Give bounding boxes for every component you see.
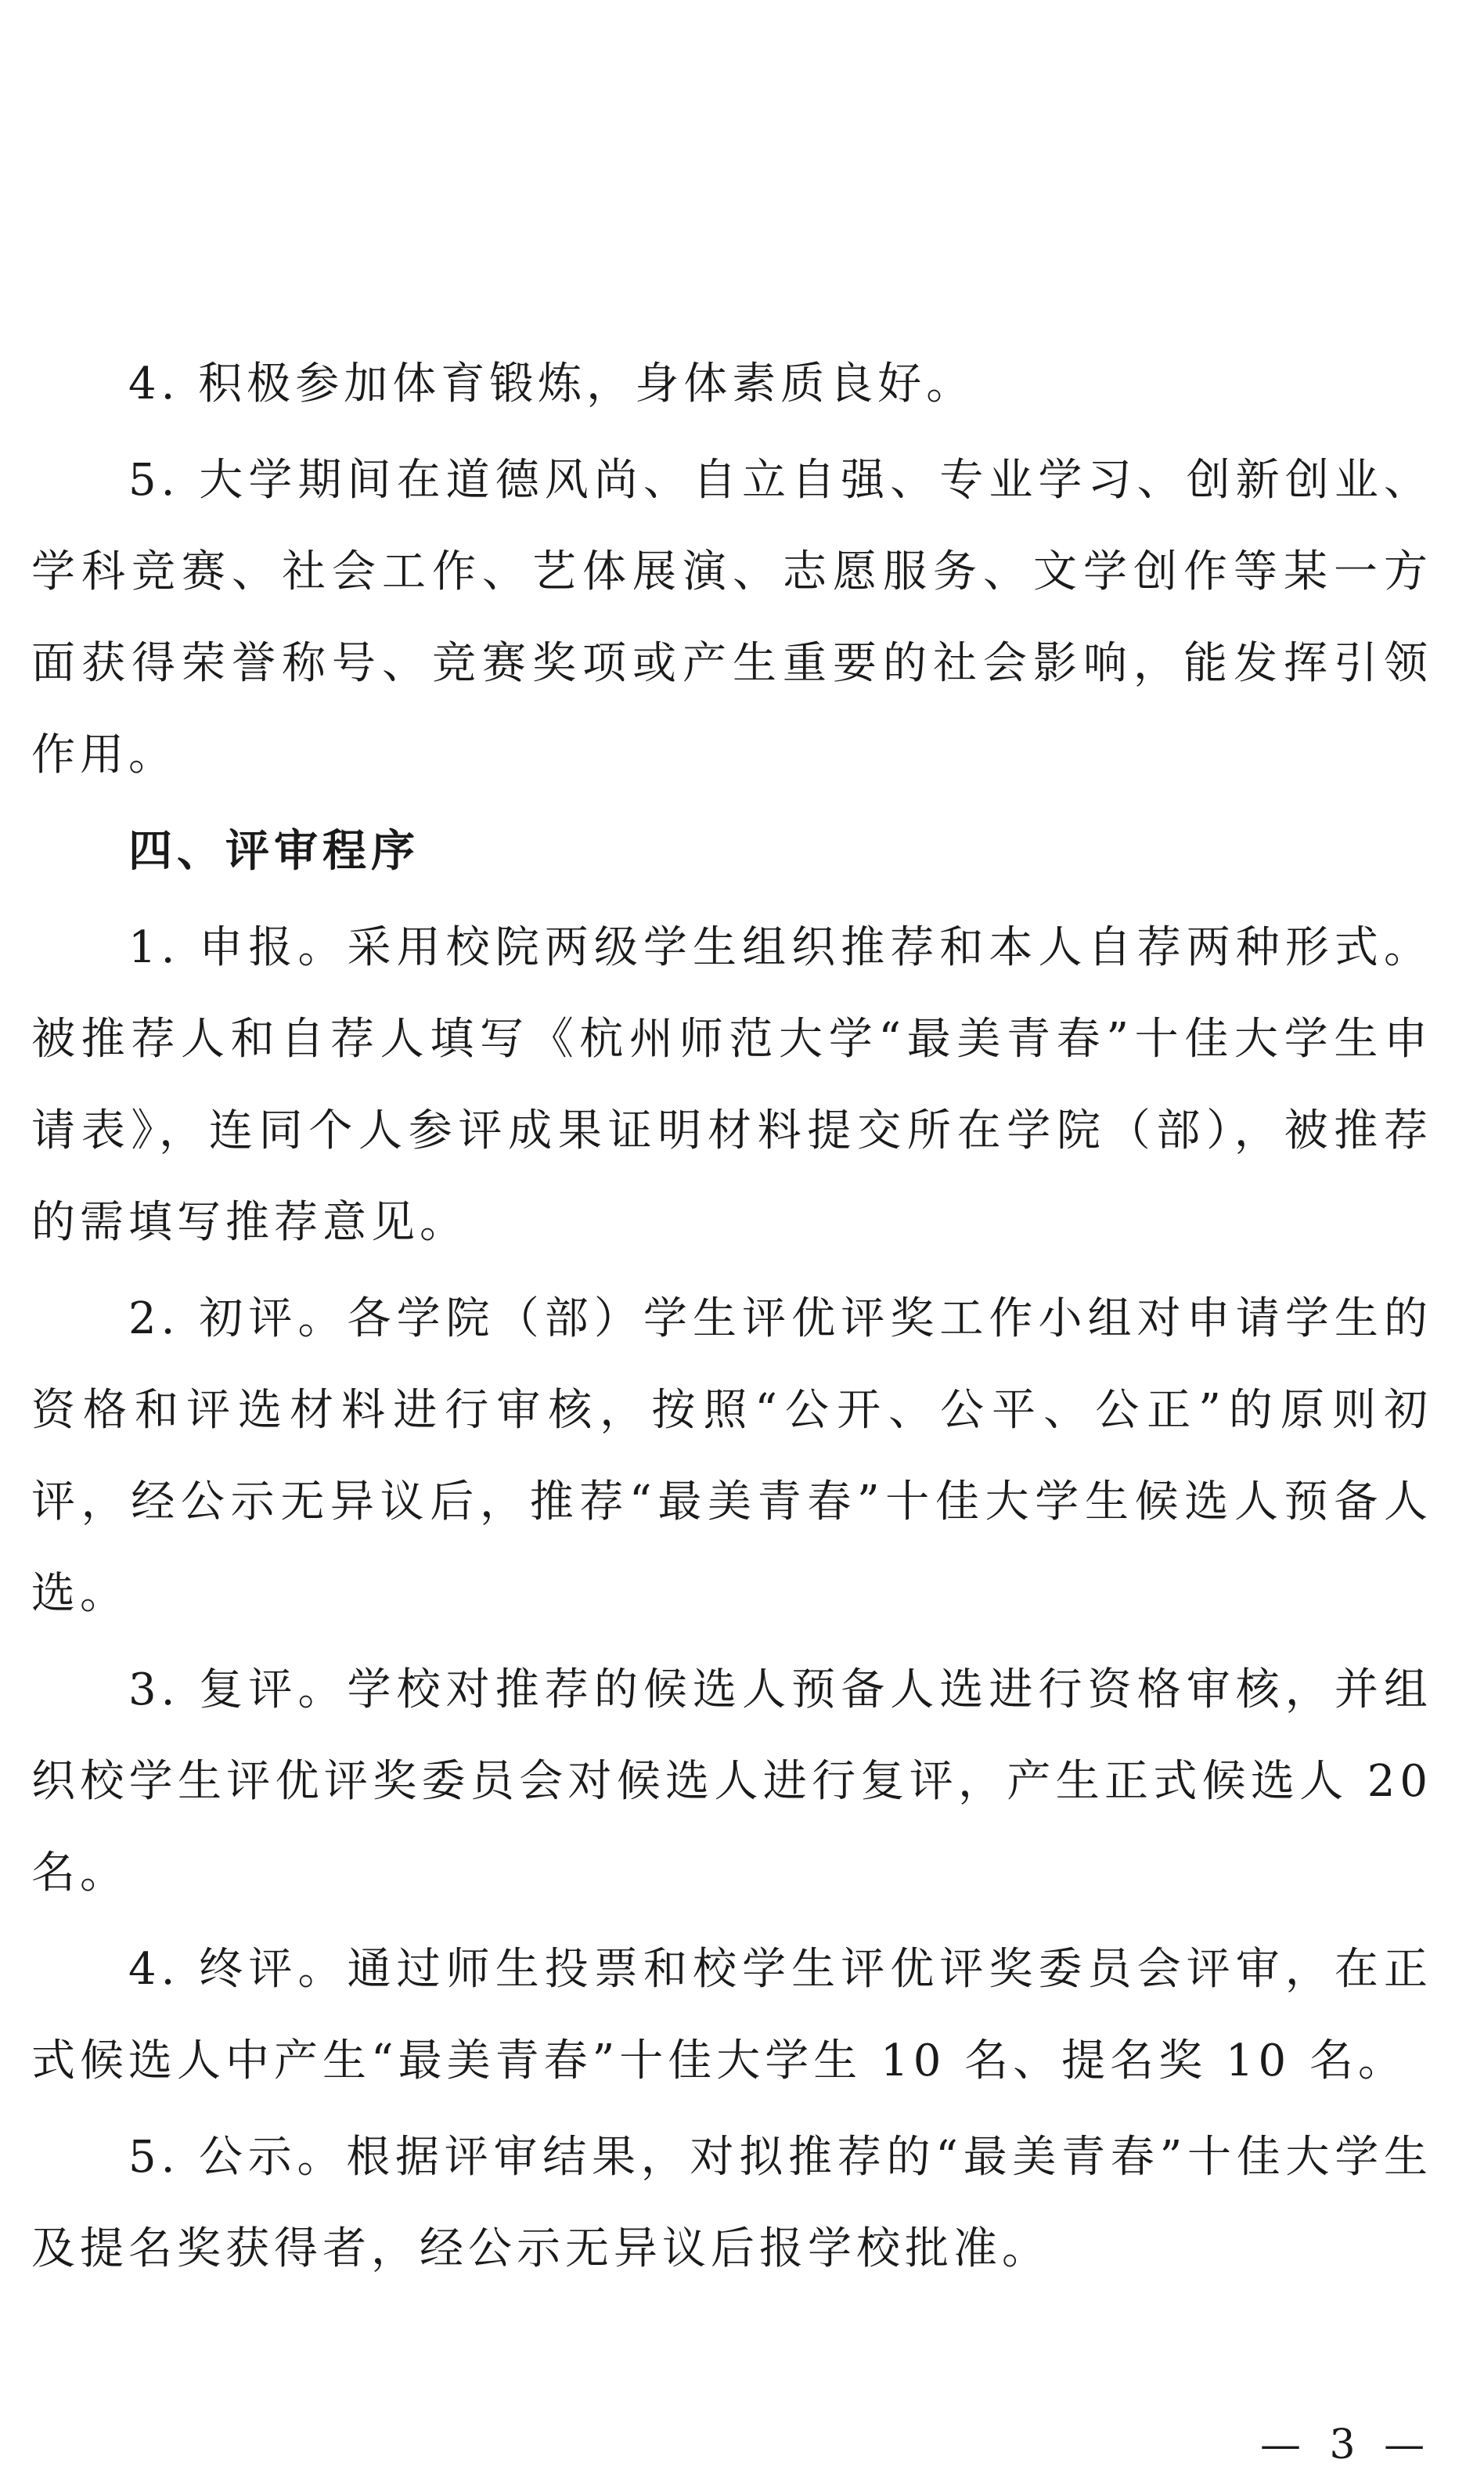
step-2-preliminary-review-paragraph: 2. 初评。各学院（部）学生评优评奖工作小组对申请学生的资格和评选材料进行审核，按照“公开、公平、公正”的原则初评，经公示无异议后，推荐“最美青春”十佳大学生候选人预备人选。 — [31, 1293, 1432, 1619]
criterion-4-paragraph: 4. 积极参加体育锻炼，身体素质良好。 — [128, 359, 975, 409]
step-1-application-paragraph: 1. 申报。采用校院两级学生组织推荐和本人自荐两种形式。被推荐人和自荐人填写《杭州师范大学“最美青春”十佳大学生申请表》，连同个人参评成果证明材料提交所在学院（部），被推荐的需填写推荐意见。 — [31, 922, 1432, 1248]
document-body — [31, 338, 1432, 2299]
step-3-second-review-paragraph: 3. 复评。学校对推荐的候选人预备人选进行资格审核，并组织校学生评优评奖委员会对候选人进行复评，产生正式候选人 20 名。 — [31, 1664, 1432, 1898]
criterion-5-paragraph: 5. 大学期间在道德风尚、自立自强、专业学习、创新创业、学科竞赛、社会工作、艺体展演、志愿服务、文学创作等某一方面获得荣誉称号、竞赛奖项或产生重要的社会影响，能发挥引领作用。 — [31, 455, 1432, 781]
step-4-final-review-paragraph: 4. 终评。通过师生投票和校学生评优评奖委员会评审，在正式候选人中产生“最美青春”十佳大学生 10 名、提名奖 10 名。 — [31, 1944, 1432, 2086]
step-5-publicity-paragraph: 5. 公示。根据评审结果，对拟推荐的“最美青春”十佳大学生及提名奖获得者，经公示无异议后报学校批准。 — [31, 2132, 1432, 2274]
section-heading-review-procedure: 四、评审程序 — [128, 826, 420, 877]
page-number: — 3 — — [1260, 2421, 1433, 2468]
